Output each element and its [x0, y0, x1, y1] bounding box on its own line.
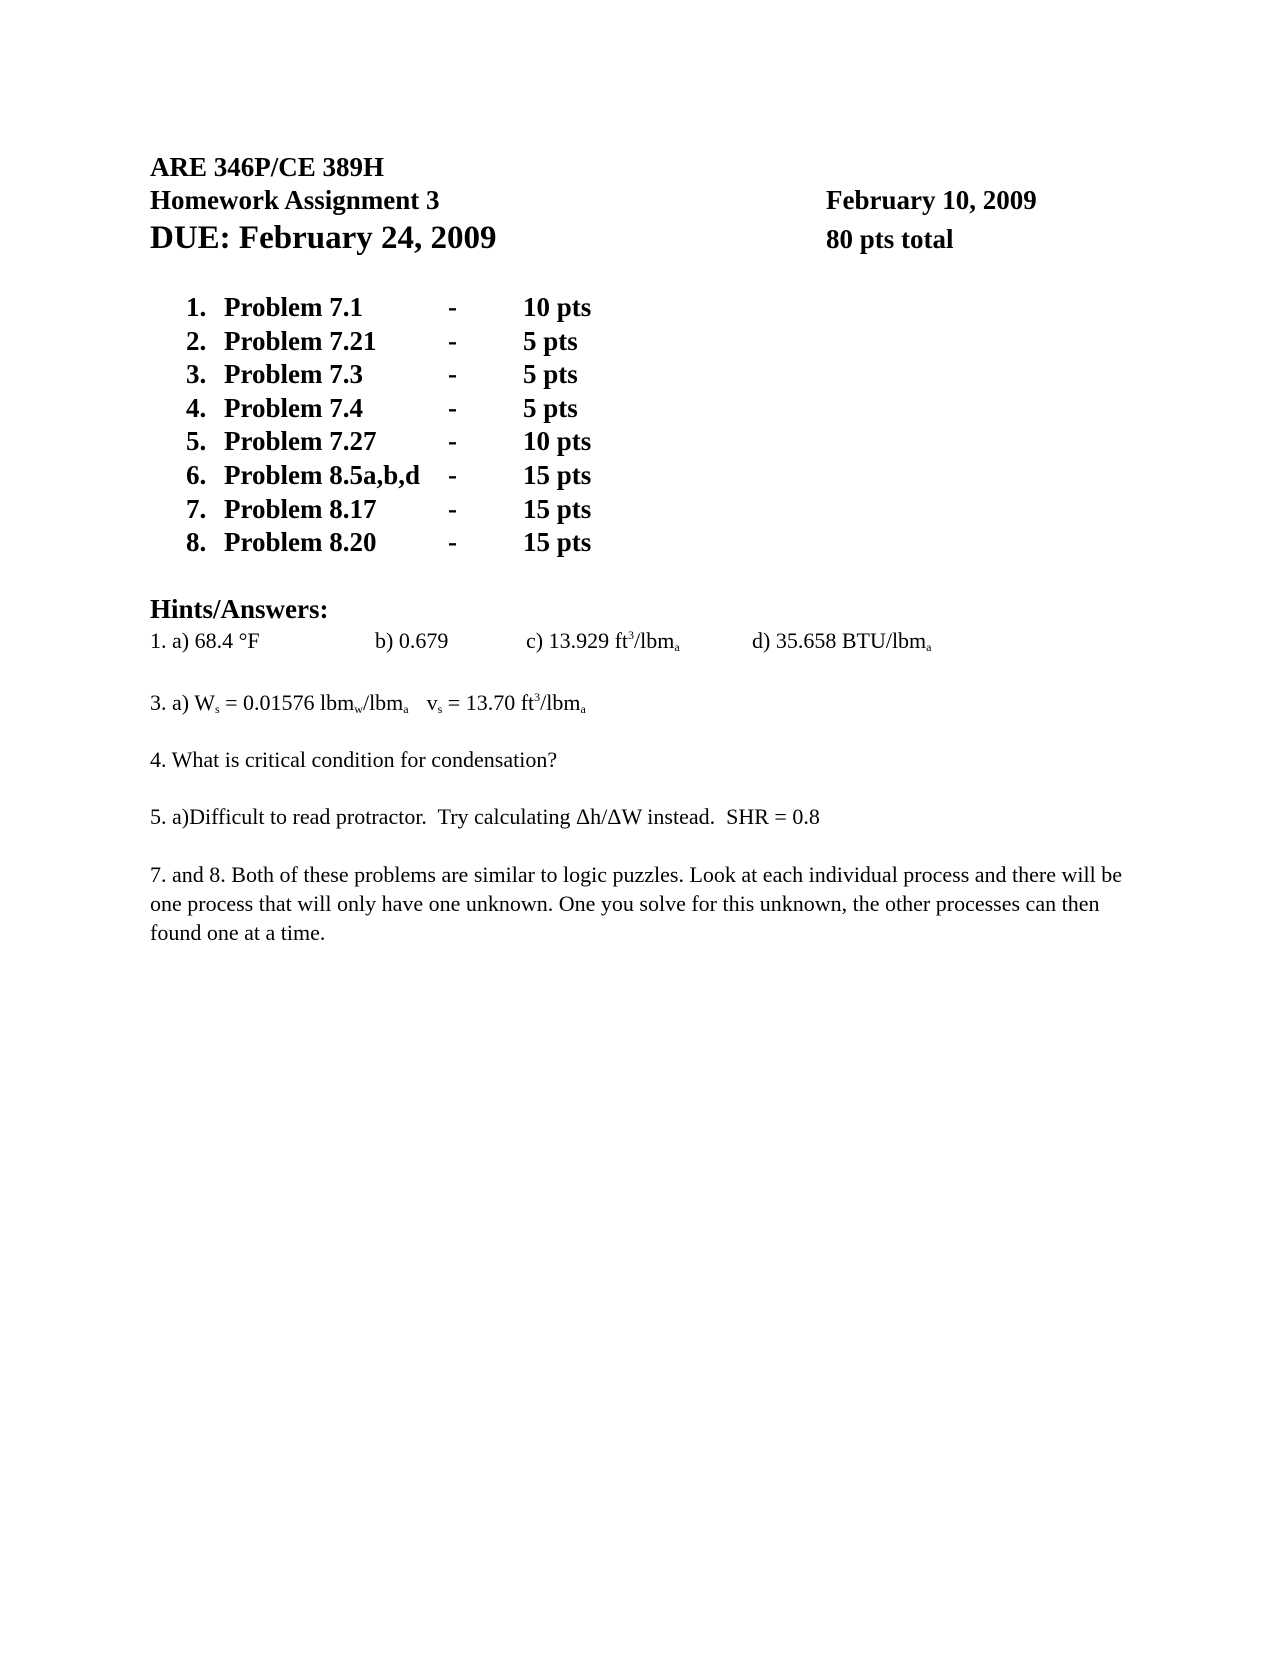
hint-1d-main: d) 35.658 BTU/lbm [752, 628, 927, 653]
problem-dash: - [448, 494, 457, 524]
problem-number: 7. [186, 494, 207, 524]
problem-number: 4. [186, 393, 207, 423]
hint-3-v-a-sub: a [580, 702, 586, 716]
problem-number: 6. [186, 460, 207, 490]
problem-name: Problem 7.4 [224, 393, 363, 423]
hint-3-ws-sub: s [214, 702, 220, 716]
hint-3 [150, 692, 586, 714]
problem-points: 10 pts [523, 426, 592, 456]
problem-number: 8. [186, 527, 207, 557]
hint-3-v-eq: = 13.70 ft [442, 690, 535, 715]
problem-name: Problem 7.3 [224, 359, 363, 389]
hint-3-mid: = 0.01576 lbm [219, 690, 355, 715]
hint-3-w-sub: w [354, 702, 363, 716]
problem-points: 15 pts [523, 494, 592, 524]
problem-dash: - [448, 359, 457, 389]
problem-points: 5 pts [523, 393, 578, 423]
assignment-date: February 10, 2009 [826, 185, 1037, 215]
problem-dash: - [448, 426, 457, 456]
problem-number: 1. [186, 292, 207, 322]
hint-3-slash: /lbm [362, 690, 404, 715]
hint-5: 5. a)Difficult to read protractor. Try calculating Δh/ΔW instead. SHR = 0.8 [150, 804, 820, 829]
problem-points: 10 pts [523, 292, 592, 322]
hint-1b: b) 0.679 [375, 628, 449, 653]
hint-3-prefix: 3. a) W [150, 690, 215, 715]
problem-dash: - [448, 326, 457, 356]
problem-dash: - [448, 292, 457, 322]
due-date: DUE: February 24, 2009 [150, 220, 497, 256]
hint-3-v-sup: 3 [534, 690, 541, 704]
hint-7-8: 7. and 8. Both of these problems are similar to logic puzzles. Look at each individual process and there will be one process that will only have one unknown. One you solve for this unknown, the other processes can then found one at a time. [150, 862, 1123, 945]
problem-name: Problem 7.1 [224, 292, 363, 322]
total-points: 80 pts total [826, 224, 954, 254]
problem-dash: - [448, 393, 457, 423]
hint-3-v: v [426, 690, 438, 715]
problem-points: 15 pts [523, 527, 592, 557]
problem-dash: - [448, 527, 457, 557]
hint-3-v-tail: /lbm [540, 690, 581, 715]
problem-dash: - [448, 460, 457, 490]
problem-number: 3. [186, 359, 207, 389]
hint-4: 4. What is critical condition for condensation? [150, 747, 558, 772]
hint-1c-tail: /lbm [634, 628, 675, 653]
hint-1c-main: c) 13.929 ft [526, 628, 629, 653]
hint-3-vs-sub: s [437, 702, 443, 716]
hint-1c-sub: a [674, 640, 680, 654]
hint-1c-sup: 3 [628, 628, 635, 642]
hint-3-a-sub: a [403, 702, 409, 716]
hint-1d [752, 630, 932, 652]
hint-1a: 1. a) 68.4 °F [150, 628, 260, 653]
problem-name: Problem 8.20 [224, 527, 377, 557]
hints-heading: Hints/Answers: [150, 594, 329, 624]
assignment-title: Homework Assignment 3 [150, 185, 440, 215]
problem-name: Problem 7.21 [224, 326, 377, 356]
problem-name: Problem 8.17 [224, 494, 377, 524]
problem-points: 5 pts [523, 359, 578, 389]
problem-number: 5. [186, 426, 207, 456]
problem-number: 2. [186, 326, 207, 356]
hint-1d-sub: a [926, 640, 932, 654]
course-code: ARE 346P/CE 389H [150, 152, 385, 182]
hint-1c [526, 630, 680, 652]
problem-points: 15 pts [523, 460, 592, 490]
problem-name: Problem 8.5a,b,d [224, 460, 421, 490]
problem-points: 5 pts [523, 326, 578, 356]
problem-name: Problem 7.27 [224, 426, 377, 456]
